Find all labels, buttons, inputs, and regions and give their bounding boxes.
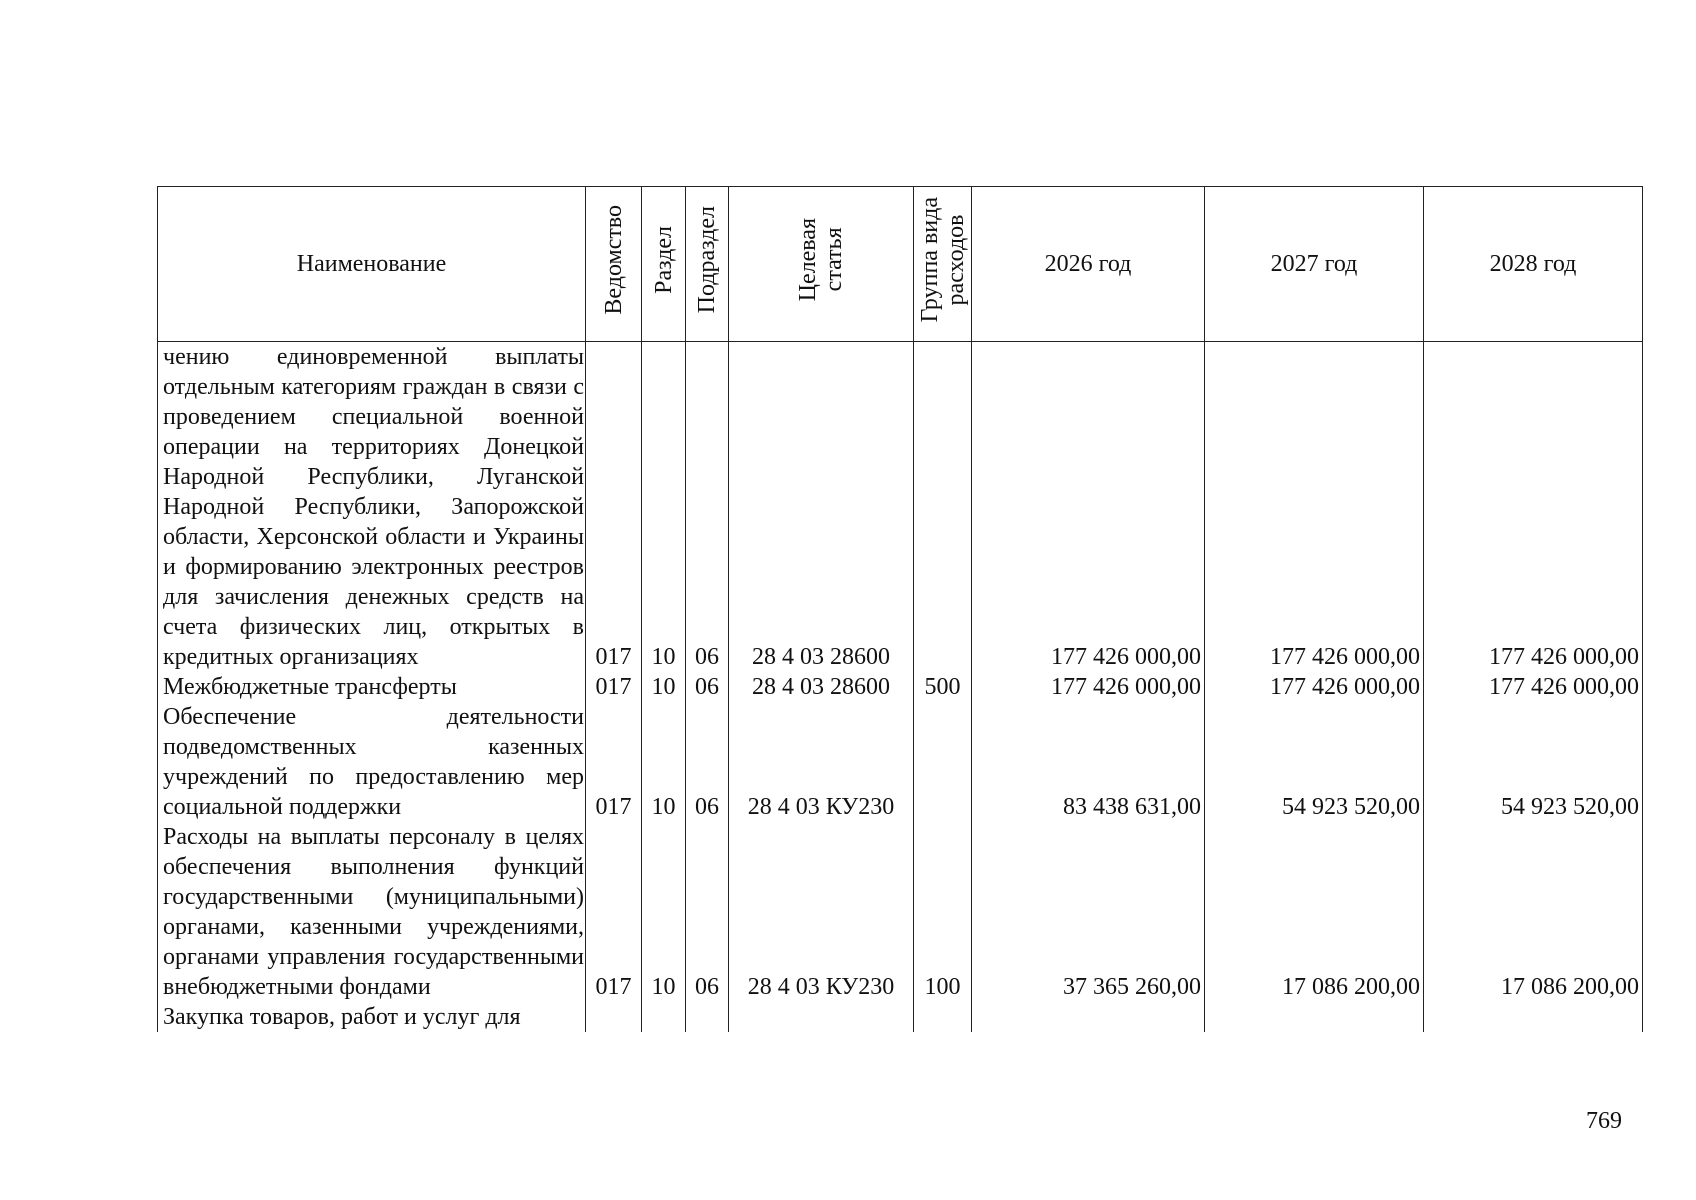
row-amount-2026 [972,1002,1205,1032]
row-target-item [729,1002,914,1032]
row-target-item: 28 4 03 28600 [729,672,914,702]
row-target-item: 28 4 03 КУ230 [729,822,914,1002]
budget-table [157,186,1643,1032]
row-section: 10 [642,822,686,1002]
row-name: Обеспечение деятельности подведомственных казенных учреждений по предоставлению мер социальной поддержки [158,702,586,822]
row-amount-2027 [1205,1002,1424,1032]
header-name: Наименование [158,187,586,342]
row-subsection: 06 [686,672,729,702]
table-row [158,1002,1643,1032]
row-amount-2028: 17 086 200,00 [1424,822,1643,1002]
row-section [642,1002,686,1032]
row-expense-group: 500 [914,672,972,702]
row-ministry: 017 [586,822,642,1002]
row-target-item: 28 4 03 28600 [729,342,914,673]
row-name: Межбюджетные трансферты [158,672,586,702]
header-row [158,187,1643,342]
header-ministry: Ведомство [586,187,642,342]
row-expense-group: 100 [914,822,972,1002]
header-year-2026: 2026 год [972,187,1205,342]
header-section: Раздел [642,187,686,342]
table-row [158,822,1643,1002]
row-amount-2028: 177 426 000,00 [1424,672,1643,702]
row-target-item: 28 4 03 КУ230 [729,702,914,822]
row-amount-2027: 54 923 520,00 [1205,702,1424,822]
page-number: 769 [1586,1108,1622,1134]
row-amount-2026: 83 438 631,00 [972,702,1205,822]
row-amount-2026: 177 426 000,00 [972,342,1205,673]
row-expense-group [914,342,972,673]
table-row [158,342,1643,673]
header-target-item: Целевая статья [729,187,914,342]
row-amount-2026: 37 365 260,00 [972,822,1205,1002]
row-subsection: 06 [686,342,729,673]
row-section: 10 [642,702,686,822]
row-amount-2027: 177 426 000,00 [1205,672,1424,702]
row-subsection [686,1002,729,1032]
row-amount-2026: 177 426 000,00 [972,672,1205,702]
header-year-2028: 2028 год [1424,187,1643,342]
header-year-2027: 2027 год [1205,187,1424,342]
row-name: Расходы на выплаты персоналу в целях обеспечения выполнения функций государственными (муниципальными) органами, казенными учреждениями, органами управления государственными внебюджетными фондами [158,822,586,1002]
table-row [158,702,1643,822]
row-expense-group [914,1002,972,1032]
header-subsection: Подраздел [686,187,729,342]
row-name: Закупка товаров, работ и услуг для [158,1002,586,1032]
row-amount-2028 [1424,1002,1643,1032]
row-section: 10 [642,342,686,673]
row-subsection: 06 [686,702,729,822]
row-amount-2027: 177 426 000,00 [1205,342,1424,673]
row-amount-2027: 17 086 200,00 [1205,822,1424,1002]
row-expense-group [914,702,972,822]
row-ministry: 017 [586,342,642,673]
row-subsection: 06 [686,822,729,1002]
row-name: чению единовременной выплаты отдельным категориям граждан в связи с проведением специальной военной операции на территориях Донецкой Народной Республики, Луганской Народной Республики, Запорожской области, Херсонской области и Украины и формированию электронных реестров для зачисления денежных средств на счета физических лиц, открытых в кредитных организациях [158,342,586,673]
row-ministry: 017 [586,702,642,822]
row-amount-2028: 177 426 000,00 [1424,342,1643,673]
row-ministry [586,1002,642,1032]
row-amount-2028: 54 923 520,00 [1424,702,1643,822]
row-ministry: 017 [586,672,642,702]
table-row [158,672,1643,702]
row-section: 10 [642,672,686,702]
header-expense-group: Группа вида расходов [914,187,972,342]
